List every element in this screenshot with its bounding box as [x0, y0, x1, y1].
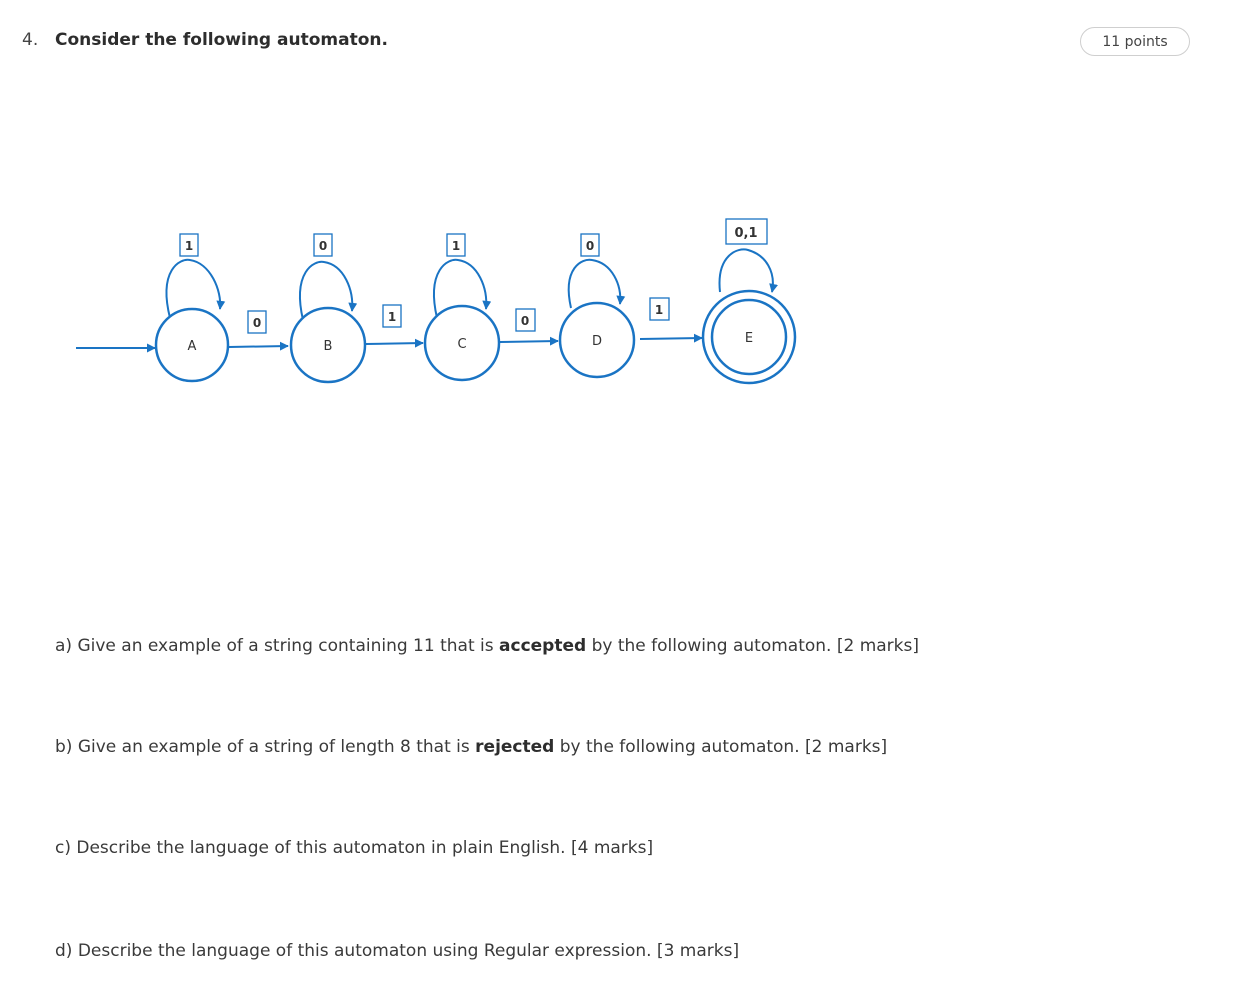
part-c-text: c) Describe the language of this automaton in plain English. [4 marks] [55, 838, 654, 858]
self-loop-e [720, 249, 773, 292]
svg-text:0: 0 [252, 316, 262, 330]
self-loop-d [569, 260, 621, 308]
svg-text:1: 1 [451, 239, 461, 253]
transition-c-d [500, 341, 558, 342]
transition-label-a-b [248, 311, 266, 333]
transition-b-c [366, 343, 423, 344]
state-d [560, 303, 634, 377]
part-d-text: d) Describe the language of this automaton using Regular expression. [3 marks] [55, 941, 740, 961]
svg-text:0: 0 [520, 314, 530, 328]
state-e-label: E [744, 331, 754, 346]
part-a-text: a) Give an example of a string containing 11 that is accepted by the following automaton. [2 marks] [55, 636, 919, 656]
state-a-label: A [187, 339, 197, 354]
loop-label-d [581, 234, 599, 256]
svg-text:0: 0 [318, 239, 328, 253]
state-c-label: C [457, 337, 467, 352]
points-badge: 11 points [1080, 27, 1190, 56]
transition-label-b-c [383, 305, 401, 327]
svg-text:1: 1 [184, 239, 194, 253]
state-c [425, 306, 499, 380]
loop-label-b [314, 234, 332, 256]
state-e-accepting [703, 291, 795, 383]
state-a [156, 309, 228, 381]
part-b-text: b) Give an example of a string of length 8 that is rejected by the following automaton. [2 marks] [55, 737, 888, 757]
loop-label-c [447, 234, 465, 256]
question-number: 4. [22, 30, 39, 50]
svg-text:1: 1 [387, 310, 397, 324]
transition-d-e [640, 338, 702, 339]
svg-text:1: 1 [654, 303, 664, 317]
transition-a-b [229, 346, 288, 347]
svg-text:0: 0 [585, 239, 595, 253]
loop-label-a [180, 234, 198, 256]
svg-text:0,1: 0,1 [734, 226, 758, 241]
loop-label-e [726, 219, 767, 244]
state-d-label: D [591, 334, 603, 349]
state-b-label: B [323, 339, 333, 354]
transition-label-c-d [516, 309, 535, 331]
transition-label-d-e [650, 298, 669, 320]
state-b [291, 308, 365, 382]
question-title: Consider the following automaton. [55, 30, 388, 50]
